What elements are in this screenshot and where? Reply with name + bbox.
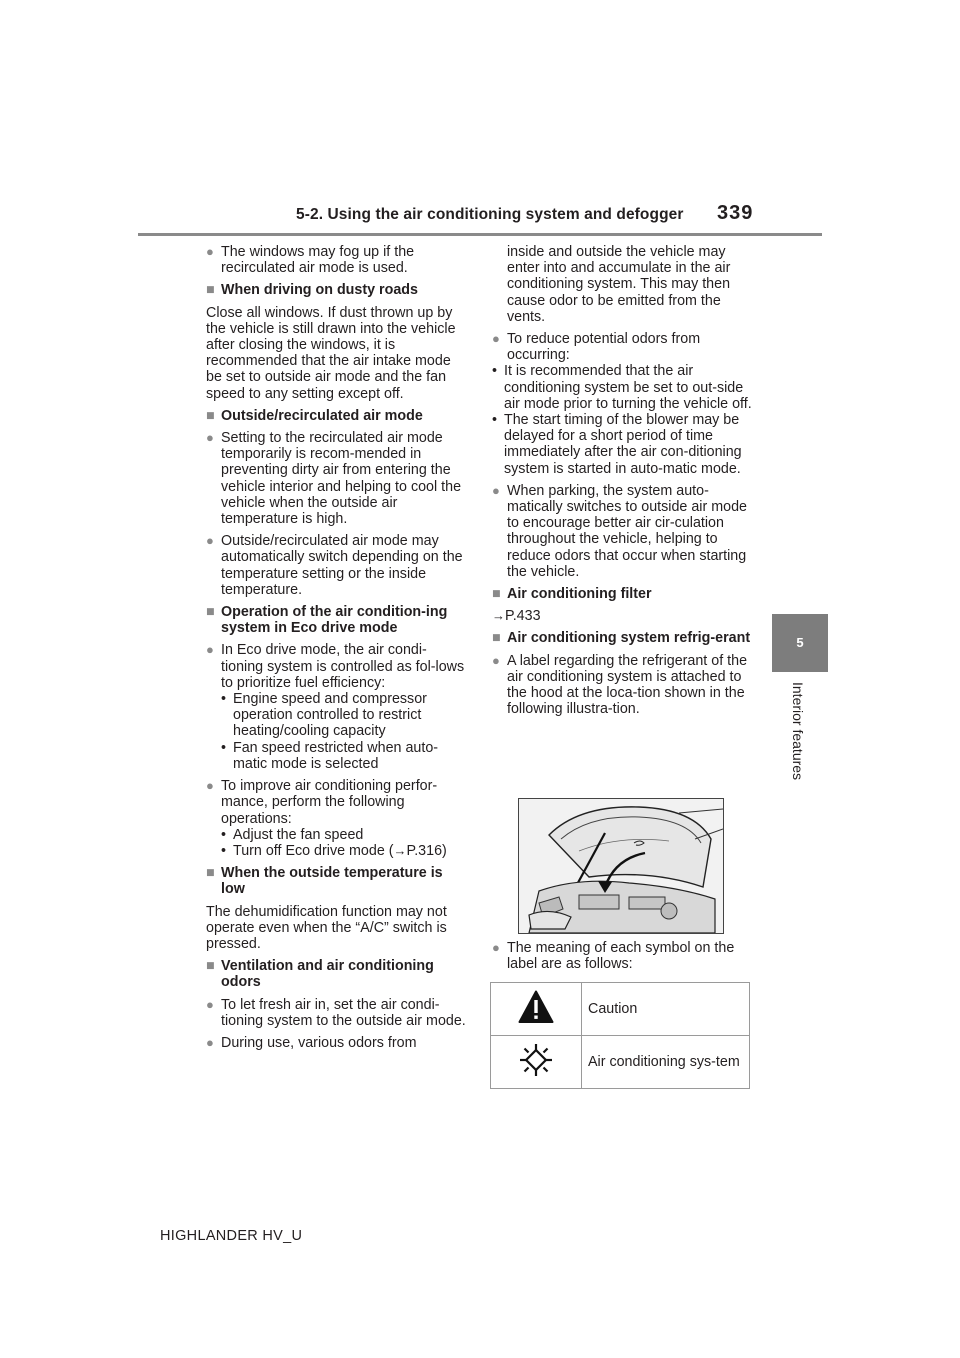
square-marker-icon: ■ [492,586,501,603]
square-marker-icon: ■ [206,407,215,424]
bullet-item: ● The meaning of each symbol on the label are as follows: [492,940,735,973]
bullet-dot-icon: ● [492,940,500,955]
bullet-dot-icon: ● [492,652,500,668]
dot-list-item: • Fan speed restricted when auto-matic mode is selected [221,739,439,772]
square-marker-icon: ■ [206,865,215,882]
open-hood-drawing [519,799,723,933]
hood-label-illustration [518,798,724,934]
caution-triangle-icon [518,990,554,1024]
paragraph-continued: inside and outside the vehicle may enter into and accumulate in the air conditioning system. This may then cause odor to be emitted from the vents. [507,244,731,325]
symbol-table [490,982,750,1089]
arrow-right-icon: → [393,842,407,858]
snowflake-ac-icon [518,1042,554,1078]
square-marker-icon: ■ [206,282,215,299]
dot-list-item: • The start timing of the blower may be delayed for a short period of time immediately after the air con-ditioning system is started in auto-matic mode. [492,412,742,477]
bullet-item: ● A label regarding the refrigerant of the air conditioning system is attached to the hood at the loca-tion shown in the following illustra-tion. [492,652,748,718]
chapter-tab: 5 [772,614,828,672]
bullet-dot-icon: ● [206,244,214,259]
subheading: ■ When the outside temperature is low [206,865,443,898]
chapter-title: Interior features [790,682,806,781]
bullet-item: ● Outside/recirculated air mode may automatically switch depending on the temperature setting or the inside temperature. [206,533,463,598]
subheading: ■ Operation of the air condition-ing system in Eco drive mode [206,604,448,637]
right-column [492,244,754,723]
paragraph: Close all windows. If dust thrown up by the vehicle is still drawn into the vehicle after closing the windows, it is recommended that the air intake mode be set to outside air mode and the fan speed to any setting except off. [206,304,456,402]
symbol-meaning: Air conditioning sys-tem [582,1036,750,1089]
subheading: ■ Outside/recirculated air mode [206,407,423,424]
dot-list [206,691,468,772]
section-title: 5-2. Using the air conditioning system and defogger [296,206,684,223]
bullet-item: ● The windows may fog up if the recirculated air mode is used. [206,244,415,277]
bullet-dot-icon: ● [492,331,500,347]
left-column [206,244,468,1057]
dot-list-item: • Engine speed and compressor operation controlled to restrict heating/cooling capacity [221,691,427,740]
dot-list-item: • Adjust the fan speed [221,826,364,843]
bullet-item: ● To let fresh air in, set the air condi-tioning system to the outside air mode. [206,996,466,1029]
bullet-item: ● To improve air conditioning perfor-mance, perform the following operations: [206,778,438,827]
bullet-dot-icon: ● [206,430,214,446]
bullet-dot-icon: ● [206,996,214,1012]
bullet-dot-icon: ● [206,533,214,549]
dot-list-item: • It is recommended that the air conditioning system be set to out-side air mode prior to turning the vehicle off. [492,363,752,412]
page-reference-link[interactable]: P.316) [406,842,447,859]
subheading: ■ Air conditioning filter [492,586,652,603]
bullet-item: ● When parking, the system auto-matically switches to outside air mode to encourage better air cir-culation throughout the vehicle, helping to reduce odors that occur when starting the vehicle. [492,482,747,580]
bullet-dot-icon: ● [492,482,500,498]
page-reference-link[interactable]: P.433 [505,608,541,625]
table-row [491,983,750,1036]
bullet-item: ● During use, various odors from [206,1034,417,1051]
dot-list-item: • Turn off Eco drive mode (→P.316) [221,842,447,859]
square-marker-icon: ■ [206,604,215,621]
footer-model-name: HIGHLANDER HV_U [160,1228,303,1244]
dot-list [492,363,754,476]
table-row [491,1036,750,1089]
bullet-dot-icon: ● [206,1034,214,1050]
subheading: ■ When driving on dusty roads [206,282,418,299]
bullet-item: ● In Eco drive mode, the air condi-tioning system is controlled as fol-lows to prioritize fuel efficiency: [206,642,465,691]
symbol-meaning: Caution [582,983,750,1036]
bullet-dot-icon: ● [206,778,214,794]
arrow-right-icon: → [492,608,505,624]
page-reference [492,608,754,624]
paragraph: The dehumidification function may not operate even when the “A/C” switch is pressed. [206,903,447,952]
square-marker-icon: ■ [492,630,501,647]
page-number: 339 [717,202,754,224]
square-marker-icon: ■ [206,958,215,975]
bullet-item: ● Setting to the recirculated air mode temporarily is recom-mended in preventing dirty air from entering the vehicle interior and helping to cool the vehicle when the outside air temperature is high. [206,430,462,528]
symbol-cell [491,1036,582,1089]
subheading: ■ Ventilation and air conditioning odors [206,958,434,991]
subheading: ■ Air conditioning system refrig-erant [492,630,751,647]
header-divider [138,233,822,236]
bullet-dot-icon: ● [206,642,214,658]
bullet-item: ● To reduce potential odors from occurring: [492,331,701,364]
dot-list [206,827,468,859]
symbol-cell [491,983,582,1036]
right-column-lower [492,940,754,978]
